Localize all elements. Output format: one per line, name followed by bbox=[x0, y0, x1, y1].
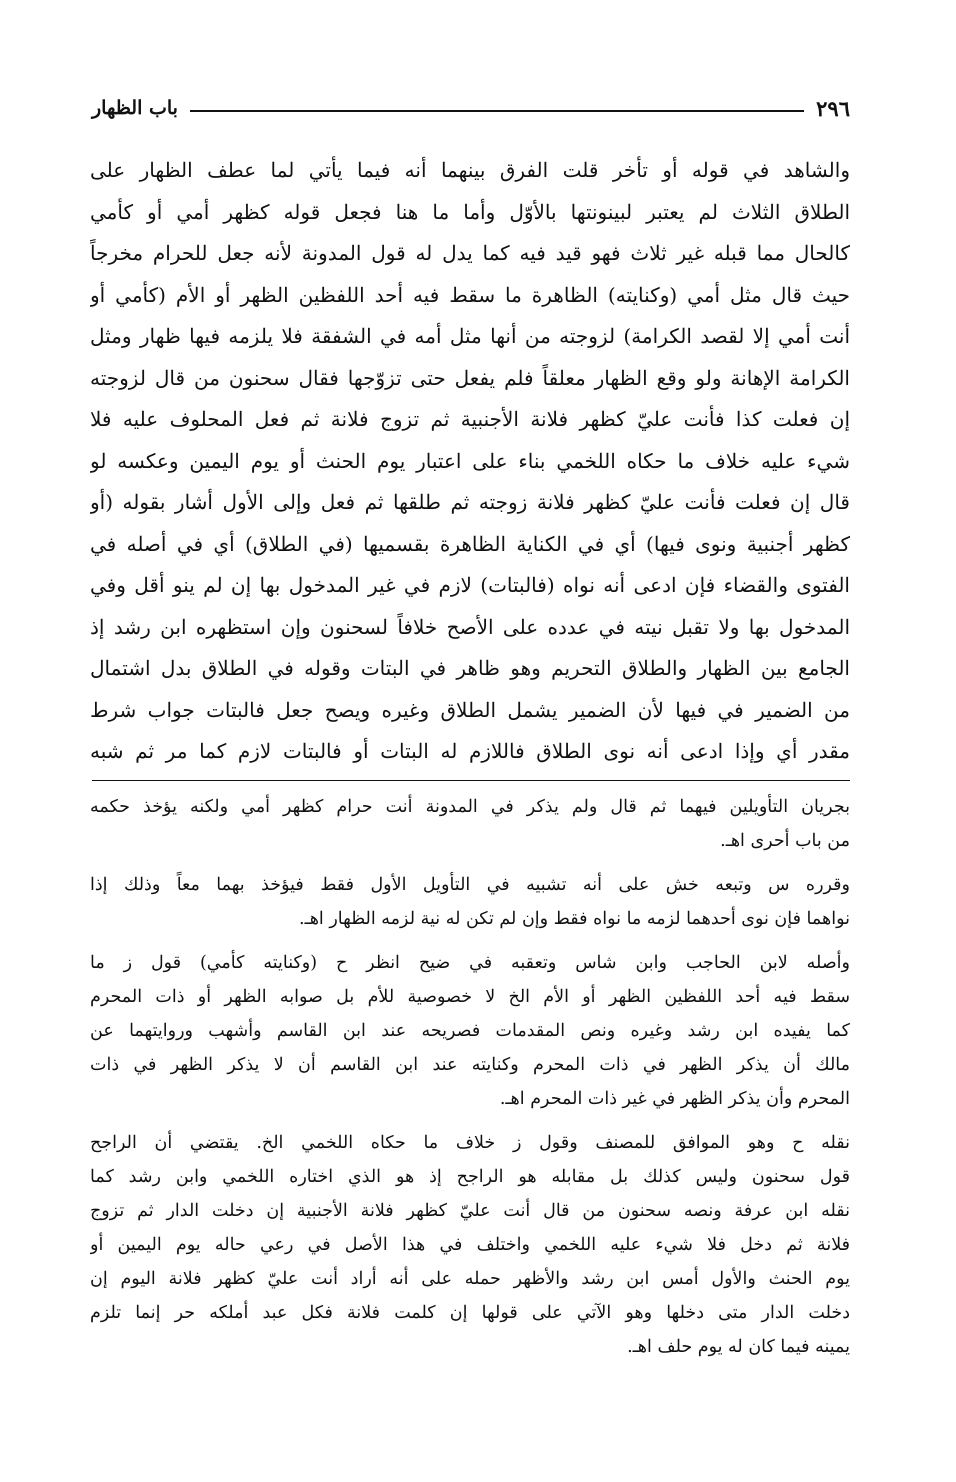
footnote-separator bbox=[92, 780, 850, 781]
footnote-line: وأصله لابن الحاجب وابن شاس وتعقبه في ضيح انظر ح (وكنايته كأمي) قول ز ما bbox=[90, 953, 850, 973]
main-line: كظهر أجنبية ونوى فيها) أي في الكناية الظاهرة بقسميها (في الطلاق) أي في أصله في bbox=[90, 531, 850, 556]
page-number: ٢٩٦ bbox=[816, 95, 850, 121]
footnote-line: المحرم وأن يذكر الظهر في غير ذات المحرم اهـ. bbox=[499, 1089, 850, 1109]
main-line: المدخول بها ولا تقبل نيته في عدده على الأصح خلافاً لسحنون وإن استظهره ابن رشد إذ bbox=[90, 614, 850, 639]
footnote-line: دخلت الدار متى دخلها وهو الآتي على قولها إن كلمت فلانة فكل عبد أملكه حر إنما تلزم bbox=[90, 1303, 850, 1323]
main-line: الجامع بين الظهار والطلاق التحريم وهو ظاهر في البتات وقوله في الطلاق بدل اشتمال bbox=[90, 656, 850, 680]
main-line: كالحال مما قبله غير ثلاث فهو قيد فيه كما يدل له قول المدونة لأنه جعل للحرام مخرجاً bbox=[90, 241, 850, 265]
main-line: حيث قال مثل أمي (وكنايته) الظاهرة ما سقط فيه أحد اللفظين الظهر أو الأم (كأمي أو bbox=[90, 282, 850, 307]
footnote-line: سقط فيه أحد اللفظين الظهر أو الأم الخ لا خصوصية للأم بل صوابه الظهر أو ذات المحرم bbox=[90, 987, 850, 1007]
header-rule bbox=[190, 110, 804, 112]
footnote-line: من باب أحرى اهـ. bbox=[720, 831, 850, 851]
main-line: الطلاق الثلاث لم يعتبر لبينونتها بالأوّل وأما ما هنا فجعل قوله كظهر أمي أو كأمي bbox=[90, 199, 850, 224]
footnote-paragraph bbox=[90, 868, 850, 936]
footnote-line: نقله ح وهو الموافق للمصنف وقول ز خلاف ما حكاه اللخمي الخ. يقتضي أن الراجح bbox=[90, 1133, 850, 1153]
main-line: قال إن فعلت فأنت عليّ كظهر فلانة زوجته ثم طلقها ثم فعل وإلى الأول أشار بقوله (أو bbox=[90, 490, 850, 514]
footnote-line: يوم الحنث والأول أمس ابن رشد والأظهر حمله على أنه أراد أنت عليّ كظهر فلانة اليوم إن bbox=[90, 1269, 850, 1289]
main-line: شيء عليه خلاف ما حكاه اللخمي بناء على اعتبار يوم الحنث أو يوم اليمين وعكسه لو bbox=[90, 448, 850, 473]
footnote-line: بجريان التأويلين فيهما ثم قال ولم يذكر في المدونة أنت حرام كظهر أمي ولكنه يؤخذ حكمه bbox=[90, 797, 850, 817]
footnote-paragraph bbox=[90, 790, 850, 858]
footnote-line: قول سحنون وليس كذلك بل مقابله هو الراجح إذ هو الذي اختاره اللخمي وابن رشد كما bbox=[90, 1167, 850, 1187]
running-title: باب الظهار bbox=[92, 97, 178, 119]
main-line: الكرامة الإهانة ولو وقع الظهار معلقاً فلم يفعل حتى تزوّجها فقال سحنون من قال لزوجته bbox=[90, 365, 850, 390]
footnote-line: وقرره س وتبعه خش على أنه تشبيه في التأويل الأول فقط فيؤخذ بهما معاً وذلك إذا bbox=[90, 875, 850, 895]
footnote-line: يمينه فيما كان له يوم حلف اهـ. bbox=[627, 1337, 850, 1357]
footnote-line: مالك أن يذكر الظهر في ذات المحرم وكنايته عند ابن القاسم أن لا يذكر الظهر في ذات bbox=[90, 1055, 850, 1075]
main-line: والشاهد في قوله أو تأخر قلت الفرق بينهما أنه فيما يأتي لما عطف الظهار على bbox=[90, 158, 850, 182]
footnote-paragraph bbox=[90, 1126, 850, 1364]
main-line: من الضمير في فيها لأن الضمير يشمل الطلاق وغيره ويصح جعل فالبتات جواب شرط bbox=[90, 697, 850, 722]
main-line: مقدر أي وإذا ادعى أنه نوى الطلاق فاللازم له البتات أو فالبتات لازم كما مر ثم شبه bbox=[90, 739, 850, 763]
main-line: الفتوى والقضاء فإن ادعى أنه نواه (فالبتات) لازم في غير المدخول بها إن لم ينو أقل وفي bbox=[90, 573, 850, 597]
main-line: أنت أمي إلا لقصد الكرامة) لزوجته من أنها مثل أمه في الشفقة فلا يلزمه فيها ظهار ومثل bbox=[90, 324, 850, 348]
main-text bbox=[90, 150, 850, 773]
footnote-line: نقله ابن عرفة ونصه سحنون من قال أنت عليّ كظهر فلانة الأجنبية إن دخلت الدار ثم تزوج bbox=[90, 1201, 850, 1221]
main-line: إن فعلت كذا فأنت عليّ كظهر فلانة الأجنبية ثم تزوج فلانة ثم فعل المحلوف عليه فلا bbox=[90, 407, 850, 431]
footnote-line: كما يفيده ابن رشد وغيره ونص المقدمات فصريحه عند ابن القاسم وأشهب وروايتهما عن bbox=[90, 1021, 850, 1041]
running-header bbox=[92, 94, 850, 122]
footnote-paragraph bbox=[90, 946, 850, 1116]
footnote-line: نواهما فإن نوى أحدهما لزمه ما نواه فقط وإن لم تكن له نية لزمه الظهار اهـ. bbox=[299, 909, 850, 929]
footnotes bbox=[90, 790, 850, 1374]
footnote-line: فلانة ثم دخل فلا شيء عليه اللخمي واختلف في هذا الأصل في رعي حاله يوم اليمين أو bbox=[90, 1235, 850, 1255]
